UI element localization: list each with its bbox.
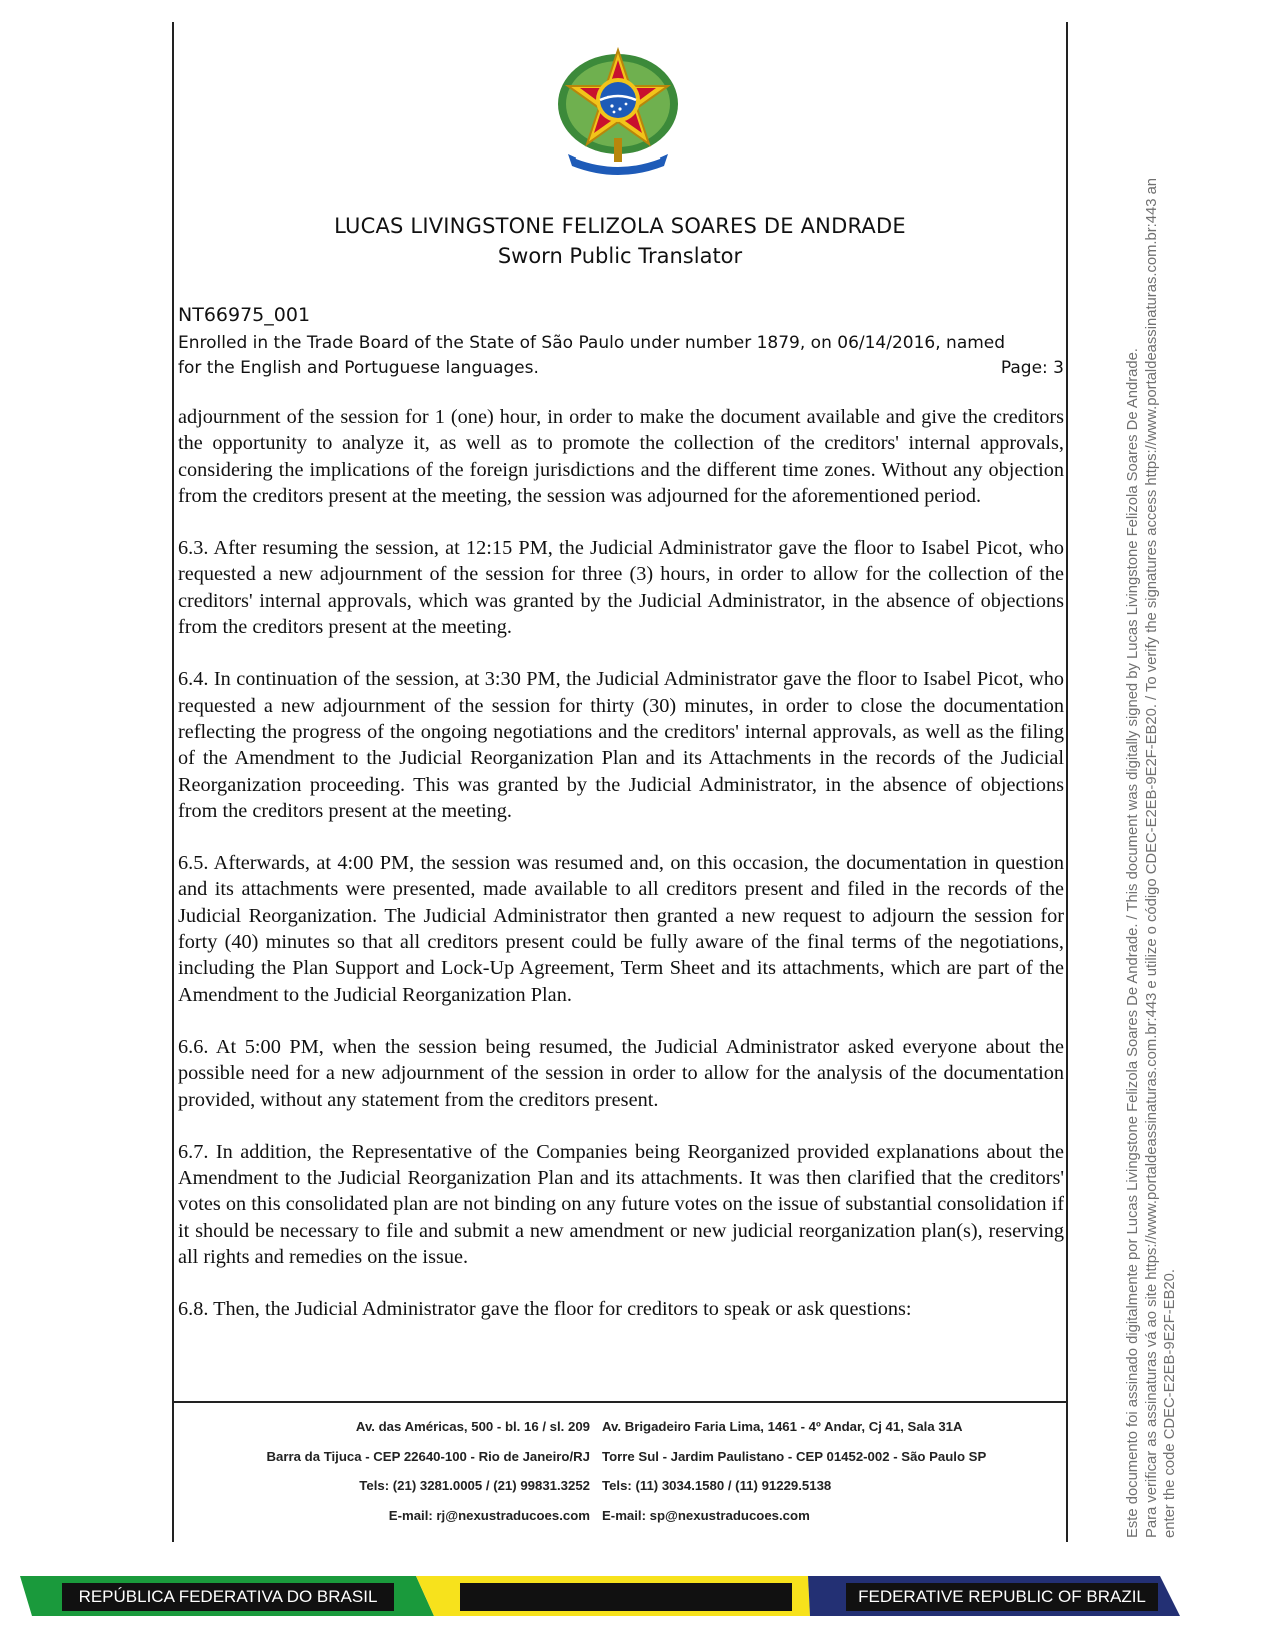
footer-phones: Tels: (21) 3281.0005 / (21) 99831.3252 — [359, 1478, 590, 1493]
flag-label-blank — [460, 1583, 792, 1611]
footer-email: E-mail: sp@nexustraducoes.com — [602, 1507, 810, 1523]
translator-title: Sworn Public Translator — [497, 244, 743, 268]
right-margin-rule — [1066, 22, 1068, 1542]
footer-address: Torre Sul - Jardim Paulistano - CEP 01452-002 - São Paulo SP — [602, 1448, 987, 1464]
enrollment-row — [178, 356, 1064, 381]
footer-sp-office — [602, 1412, 1062, 1530]
footer-divider — [172, 1401, 1068, 1403]
signature-notice-line: Este documento foi assinado digitalmente por Lucas Livingstone Felizola Soares De Andrade. / This document was digitally signed by Lucas Livingstone Felizola Soares De Andrade. — [1125, 348, 1141, 1538]
enrollment-line: for the English and Portuguese languages. — [178, 358, 539, 378]
brazil-coat-of-arms-icon — [548, 42, 688, 182]
flag-label-english: FEDERATIVE REPUBLIC OF BRAZIL — [846, 1583, 1158, 1611]
signature-notice-line: Para verificar as assinaturas vá ao site https://www.portaldeassinaturas.com.br:443 e utilize o código CDEC-E2EB-9E2F-EB20. / To verify the signatures access https://www.portaldeassinaturas.com.br:443 an — [1143, 177, 1160, 1538]
signature-notice-line: enter the code CDEC-E2EB-9E2F-EB20. — [1162, 1269, 1178, 1538]
paragraph: adjournment of the session for 1 (one) hour, in order to make the document available and give the creditors the opportunity to analyze it, as well as to promote the collection of the creditors' internal approvals, considering the implications of the foreign jurisdictions and the different time zones. Without any objection from the creditors present at the meeting, the session was adjourned for the aforementioned period. — [178, 406, 1064, 507]
footer-phones: Tels: (11) 3034.1580 / (11) 91229.5138 — [602, 1478, 832, 1493]
translator-name: LUCAS LIVINGSTONE FELIZOLA SOARES DE ANDRADE — [334, 214, 906, 238]
flag-label-portuguese: REPÚBLICA FEDERATIVA DO BRASIL — [62, 1583, 394, 1611]
enrollment-line: Enrolled in the Trade Board of the State of São Paulo under number 1879, on 06/14/2016, named — [178, 333, 1006, 353]
digital-signature-notice — [1124, 0, 1180, 1538]
footer-address: Barra da Tijuca - CEP 22640-100 - Rio de Janeiro/RJ — [266, 1448, 590, 1464]
paragraph: 6.5. Afterwards, at 4:00 PM, the session was resumed and, on this occasion, the documentation in question and its attachments were presented, made available to all creditors present and filed in the records of the Judicial Reorganization. The Judicial Administrator then granted a new request to adjourn the session for forty (40) minutes so that all creditors present could be fully aware of the final terms of the negotiations, including the Plan Support and Lock-Up Agreement, Term Sheet and its attachments, which are part of the Amendment to the Judicial Reorganization Plan. — [178, 852, 1064, 1006]
footer-rio-office — [176, 1412, 590, 1530]
paragraph: 6.8. Then, the Judicial Administrator gave the floor for creditors to speak or ask questions: — [178, 1298, 912, 1321]
document-code: NT66975_001 — [178, 304, 311, 326]
paragraph: 6.3. After resuming the session, at 12:15 PM, the Judicial Administrator gave the floor to Isabel Picot, who requested a new adjournment of the session for three (3) hours, in order to allow for the collection of the creditors' internal approvals, which was granted by the Judicial Administrator, in the absence of objections from the creditors present at the meeting. — [178, 537, 1064, 639]
footer-email: E-mail: rj@nexustraducoes.com — [388, 1507, 590, 1523]
enrollment-info — [178, 331, 1064, 381]
paragraph: 6.7. In addition, the Representative of the Companies being Reorganized provided explanations about the Amendment to the Judicial Reorganization Plan and its attachments. It was then clarified that the creditors' votes on this consolidated plan are not binding on any future votes on the issue of substantial consolidation if it should be necessary to file and submit a new amendment or new judicial reorganization plan(s), reserving all rights and remedies on the issue. — [178, 1140, 1064, 1269]
paragraph: 6.6. At 5:00 PM, when the session being resumed, the Judicial Administrator asked everyone about the possible need for a new adjournment of the session in order to allow for the analysis of the documentation provided, without any statement from the creditors present. — [178, 1035, 1064, 1111]
left-margin-rule — [172, 22, 174, 1542]
footer-address: Av. Brigadeiro Faria Lima, 1461 - 4º Andar, Cj 41, Sala 31A — [602, 1419, 963, 1434]
page-number: Page: 3 — [1000, 358, 1064, 378]
footer-address: Av. das Américas, 500 - bl. 16 / sl. 209 — [355, 1419, 590, 1434]
paragraph: 6.4. In continuation of the session, at 3:30 PM, the Judicial Administrator gave the floor to Isabel Picot, who requested a new adjournment of the session for thirty (30) minutes, in order to close the documentation reflecting the progress of the ongoing negotiations and the creditors' internal approvals, as well as the filing of the Amendment to the Judicial Reorganization Plan and its Attachments in the records of the Judicial Reorganization proceeding. This was granted by the Judicial Administrator, in the absence of objections from the creditors present at the meeting. — [178, 668, 1064, 822]
document-body — [178, 404, 1064, 1349]
